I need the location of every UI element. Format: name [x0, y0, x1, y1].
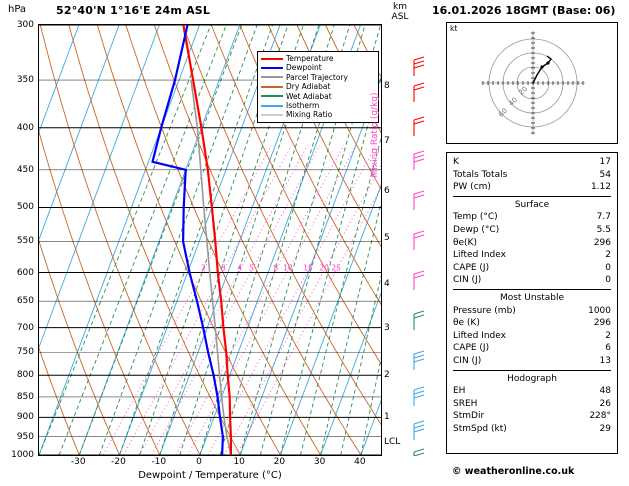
index-row-hodo-1-value: 26 [599, 398, 611, 409]
height-axis-unit-line1: km [393, 2, 407, 12]
svg-text:2: 2 [200, 263, 206, 273]
surface-header: Surface [514, 199, 550, 210]
pressure-tick-550: 550 [16, 236, 34, 247]
index-row-mu-2-label: Lifted Index [453, 330, 506, 341]
temperature-axis-labels [38, 457, 382, 469]
pressure-tick-600: 600 [16, 267, 34, 278]
x-axis-title: Dewpoint / Temperature (°C) [138, 470, 282, 481]
index-row-hodo-2-value: 228° [589, 411, 611, 422]
index-row-top-1-value: 54 [599, 169, 611, 180]
index-row-surface-0-value: 7.7 [596, 212, 611, 223]
index-row-top-0-label: K [453, 157, 459, 167]
legend-label-1: Dewpoint [286, 63, 322, 73]
svg-text:3: 3 [221, 263, 226, 273]
pressure-tick-800: 800 [16, 370, 34, 381]
index-row-surface-3-label: Lifted Index [453, 250, 506, 261]
height-tick-5: 5 [384, 233, 390, 244]
svg-text:40: 40 [507, 95, 520, 108]
svg-text:25: 25 [331, 263, 341, 273]
index-row-mu-4-value: 13 [599, 355, 611, 366]
legend-label-2: Parcel Trajectory [286, 72, 348, 82]
legend-swatch-0 [261, 58, 283, 60]
temp-tick-40: 40 [354, 457, 366, 467]
wind-barbs [404, 24, 438, 456]
svg-text:5: 5 [249, 263, 255, 273]
index-row-hodo-0-value: 48 [599, 386, 611, 397]
index-row-surface-5-label: CIN (J) [453, 275, 482, 286]
legend-label-4: Wet Adiabat [286, 91, 332, 101]
pressure-tick-300: 300 [16, 20, 34, 30]
height-tick-6: 6 [384, 186, 390, 197]
index-row-surface-4-label: CAPE (J) [453, 262, 490, 273]
svg-text:60: 60 [497, 106, 510, 119]
skewt-plot [38, 24, 382, 456]
pressure-tick-650: 650 [16, 296, 34, 307]
height-tick-4: 4 [384, 279, 390, 290]
index-row-top-0-value: 17 [599, 157, 611, 167]
legend-row-3 [261, 82, 375, 91]
index-row-surface-0-label: Temp (°C) [453, 212, 498, 223]
height-axis-labels [382, 24, 404, 456]
plot-legend [257, 51, 379, 123]
svg-text:20: 20 [319, 263, 329, 273]
index-row-mu-0-label: Pressure (mb) [453, 305, 516, 316]
legend-swatch-2 [261, 76, 283, 78]
index-row-top-1 [453, 169, 611, 182]
index-row-mu-1-value: 296 [593, 318, 611, 329]
index-row-mu-2-value: 2 [605, 330, 611, 341]
index-row-top-2-value: 1.12 [590, 182, 611, 193]
pressure-tick-500: 500 [16, 202, 34, 213]
index-row-surface-0 [453, 211, 611, 224]
hodograph-unit-label: kt [450, 24, 458, 33]
index-row-hodo-3-value: 29 [599, 423, 611, 434]
index-row-hodo-1 [453, 398, 611, 411]
index-row-mu-1-label: θe (K) [453, 318, 480, 329]
hodograph-panel [446, 22, 618, 144]
wind-barb-column [404, 24, 438, 456]
hodograph-canvas [447, 23, 617, 143]
index-row-top-0 [453, 156, 611, 169]
index-row-hodo-0-label: EH [453, 386, 466, 397]
index-row-mu-3 [453, 342, 611, 355]
legend-label-0: Temperature [286, 54, 334, 63]
pressure-tick-1000: 1000 [11, 450, 34, 460]
pressure-tick-900: 900 [16, 412, 34, 423]
legend-swatch-1 [261, 67, 283, 69]
svg-text:10: 10 [283, 263, 293, 273]
index-row-surface-2-label: θe(K) [453, 237, 477, 248]
divider [453, 370, 611, 371]
legend-label-6: Mixing Ratio [286, 110, 333, 120]
temp-tick-10: 10 [233, 457, 245, 467]
index-row-surface-1-label: Dewp (°C) [453, 224, 500, 235]
forecast-date-title: 16.01.2026 18GMT (Base: 06) [432, 4, 616, 17]
svg-text:20: 20 [517, 84, 530, 97]
pressure-tick-750: 750 [16, 347, 34, 358]
legend-swatch-6 [261, 114, 283, 116]
index-row-surface-5-value: 0 [605, 275, 611, 286]
height-tick-1: 1 [384, 412, 390, 423]
pressure-tick-350: 350 [16, 75, 34, 86]
index-row-mu-4 [453, 355, 611, 368]
pressure-tick-700: 700 [16, 322, 34, 333]
most-unstable-header: Most Unstable [499, 292, 565, 303]
index-row-surface-4 [453, 262, 611, 275]
legend-row-2 [261, 73, 375, 82]
index-row-hodo-3 [453, 423, 611, 436]
index-row-mu-2 [453, 330, 611, 343]
height-tick-2: 2 [384, 370, 390, 381]
index-row-mu-1 [453, 317, 611, 330]
index-row-mu-0-value: 1000 [588, 305, 611, 316]
index-row-surface-5 [453, 274, 611, 287]
index-row-hodo-1-label: SREH [453, 398, 478, 409]
height-axis-unit-line2: ASL [391, 12, 409, 22]
index-row-top-2-label: PW (cm) [453, 182, 491, 193]
index-row-mu-4-label: CIN (J) [453, 355, 482, 366]
pressure-tick-950: 950 [16, 431, 34, 442]
height-tick-7: 7 [384, 135, 390, 146]
mixing-ratio-axis-label: Mixing Ratio (g/kg) [370, 92, 380, 178]
index-row-top-1-label: Totals Totals [453, 169, 508, 180]
hodograph-header: Hodograph [507, 373, 557, 384]
index-row-hodo-2-label: StmDir [453, 411, 485, 422]
pressure-axis-unit: hPa [8, 4, 27, 15]
pressure-tick-450: 450 [16, 164, 34, 175]
svg-text:8: 8 [273, 263, 279, 273]
pressure-tick-850: 850 [16, 391, 34, 402]
pressure-tick-400: 400 [16, 122, 34, 133]
temp-tick-20: 20 [273, 457, 286, 467]
index-row-surface-2 [453, 237, 611, 250]
index-row-surface-2-value: 296 [593, 237, 611, 248]
index-row-hodo-2 [453, 410, 611, 423]
index-row-surface-1-value: 5.5 [596, 224, 611, 235]
legend-swatch-5 [261, 105, 283, 107]
indices-panel [446, 152, 618, 454]
lcl-label: LCL [384, 437, 401, 447]
index-row-surface-3 [453, 249, 611, 262]
index-row-mu-3-label: CAPE (J) [453, 343, 490, 354]
height-tick-3: 3 [384, 322, 390, 333]
copyright-label: © weatheronline.co.uk [452, 466, 575, 477]
temp-tick-30: 30 [313, 457, 326, 467]
legend-row-5 [261, 101, 375, 110]
legend-label-5: Isotherm [286, 100, 320, 110]
index-row-top-2 [453, 181, 611, 194]
legend-swatch-3 [261, 86, 283, 88]
index-row-surface-4-value: 0 [605, 262, 611, 273]
index-row-surface-1 [453, 224, 611, 237]
legend-label-3: Dry Adiabat [286, 82, 331, 92]
index-row-surface-3-value: 2 [605, 250, 611, 261]
index-row-hodo-3-label: StmSpd (kt) [453, 423, 507, 434]
temp-tick-0: 0 [196, 457, 202, 467]
svg-text:4: 4 [237, 263, 242, 273]
legend-swatch-4 [261, 95, 283, 97]
legend-row-1 [261, 63, 375, 72]
divider [453, 196, 611, 197]
index-row-hodo-0 [453, 385, 611, 398]
divider [453, 289, 611, 290]
temp-tick--20: -20 [111, 457, 126, 467]
temp-tick--10: -10 [151, 457, 167, 467]
svg-text:15: 15 [303, 263, 313, 273]
legend-row-6 [261, 110, 375, 119]
temp-tick--30: -30 [70, 457, 86, 467]
index-row-mu-0 [453, 305, 611, 318]
height-axis-unit [388, 2, 412, 22]
legend-row-4 [261, 92, 375, 101]
height-tick-8: 8 [384, 81, 390, 92]
pressure-axis-labels [0, 20, 36, 460]
legend-row-0 [261, 54, 375, 63]
station-title: 52°40'N 1°16'E 24m ASL [56, 4, 211, 17]
index-row-mu-3-value: 6 [605, 343, 611, 354]
